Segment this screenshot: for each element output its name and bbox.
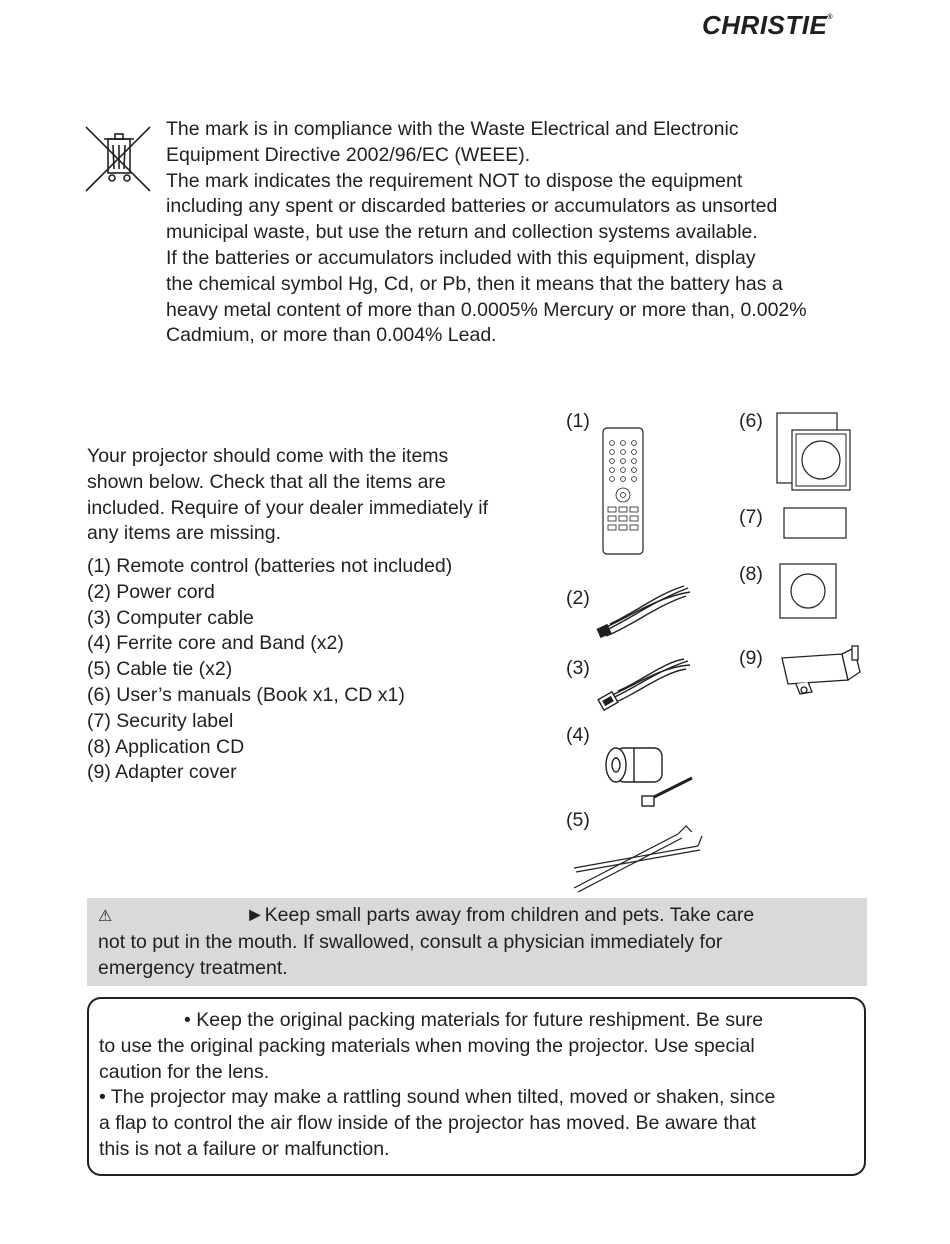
weee-statement	[166, 117, 886, 349]
note-line: this is not a failure or malfunction.	[99, 1137, 390, 1160]
note-line: caution for the lens.	[99, 1060, 270, 1083]
contents-intro	[87, 444, 547, 547]
caution-line: not to put in the mouth. If swallowed, consult a physician immediately for	[98, 930, 723, 953]
intro-line: any items are missing.	[87, 522, 281, 545]
power-cord-illustration	[596, 582, 696, 642]
weee-line: Equipment Directive 2002/96/EC (WEEE).	[166, 143, 531, 166]
intro-line: Your projector should come with the items	[87, 445, 449, 467]
warning-triangle-icon: ⚠	[98, 908, 113, 925]
figure-label-7: (7)	[739, 506, 763, 528]
logo-text: CHRISTIE	[702, 10, 828, 40]
intro-line: included. Require of your dealer immediately if	[87, 496, 489, 519]
list-item: (7) Security label	[87, 709, 234, 732]
note-line: to use the original packing materials when moving the projector. Use special	[99, 1034, 755, 1057]
ferrite-core-illustration	[604, 740, 698, 810]
weee-line: municipal waste, but use the return and collection systems available.	[166, 221, 758, 244]
crossed-out-wheelie-bin-icon	[84, 125, 152, 193]
weee-line: If the batteries or accumulators included with this equipment, display	[166, 246, 756, 269]
intro-line: shown below. Check that all the items are	[87, 470, 446, 493]
figure-label-5: (5)	[566, 809, 590, 831]
security-label-illustration	[783, 507, 847, 539]
list-item: (5) Cable tie (x2)	[87, 658, 233, 681]
registered-mark: ®	[827, 14, 834, 21]
list-item: (1) Remote control (batteries not included)	[87, 555, 453, 577]
note-line: • Keep the original packing materials for future reshipment. Be sure	[184, 1009, 764, 1031]
weee-line: including any spent or discarded batteries or accumulators as unsorted	[166, 195, 778, 218]
list-item: (3) Computer cable	[87, 606, 254, 629]
figure-label-8: (8)	[739, 563, 763, 585]
caution-text	[98, 903, 858, 981]
figure-label-1: (1)	[566, 410, 590, 432]
figure-label-4: (4)	[566, 724, 590, 746]
weee-line: heavy metal content of more than 0.0005% Mercury or more than, 0.002%	[166, 298, 807, 321]
list-item: (8) Application CD	[87, 735, 245, 758]
caution-line: emergency treatment.	[98, 956, 288, 979]
note-text	[99, 1008, 859, 1163]
figure-label-9: (9)	[739, 647, 763, 669]
christie-logo	[702, 10, 833, 41]
computer-cable-illustration	[596, 655, 696, 713]
users-manuals-illustration	[776, 412, 852, 492]
weee-line: Cadmium, or more than 0.004% Lead.	[166, 324, 497, 347]
figure-label-2: (2)	[566, 587, 590, 609]
caution-arrow: ►	[245, 904, 265, 926]
contents-list	[87, 554, 452, 786]
weee-line: The mark indicates the requirement NOT to dispose the equipment	[166, 169, 743, 192]
weee-line: the chemical symbol Hg, Cd, or Pb, then it means that the battery has a	[166, 272, 783, 295]
cable-tie-illustration	[570, 822, 704, 894]
figure-label-3: (3)	[566, 657, 590, 679]
list-item: (4) Ferrite core and Band (x2)	[87, 632, 344, 655]
list-item: (2) Power cord	[87, 580, 215, 603]
list-item: (9) Adapter cover	[87, 761, 237, 784]
note-line: • The projector may make a rattling sound when tilted, moved or shaken, since	[99, 1086, 776, 1109]
application-cd-illustration	[779, 563, 837, 619]
list-item: (6) User’s manuals (Book x1, CD x1)	[87, 683, 405, 706]
weee-line: The mark is in compliance with the Waste Electrical and Electronic	[166, 118, 739, 140]
adapter-cover-illustration	[778, 644, 862, 700]
figure-label-6: (6)	[739, 410, 763, 432]
note-line: a flap to control the air flow inside of the projector has moved. Be aware that	[99, 1112, 756, 1135]
caution-line: Keep small parts away from children and pets. Take care	[264, 904, 755, 926]
remote-control-illustration	[600, 425, 646, 557]
